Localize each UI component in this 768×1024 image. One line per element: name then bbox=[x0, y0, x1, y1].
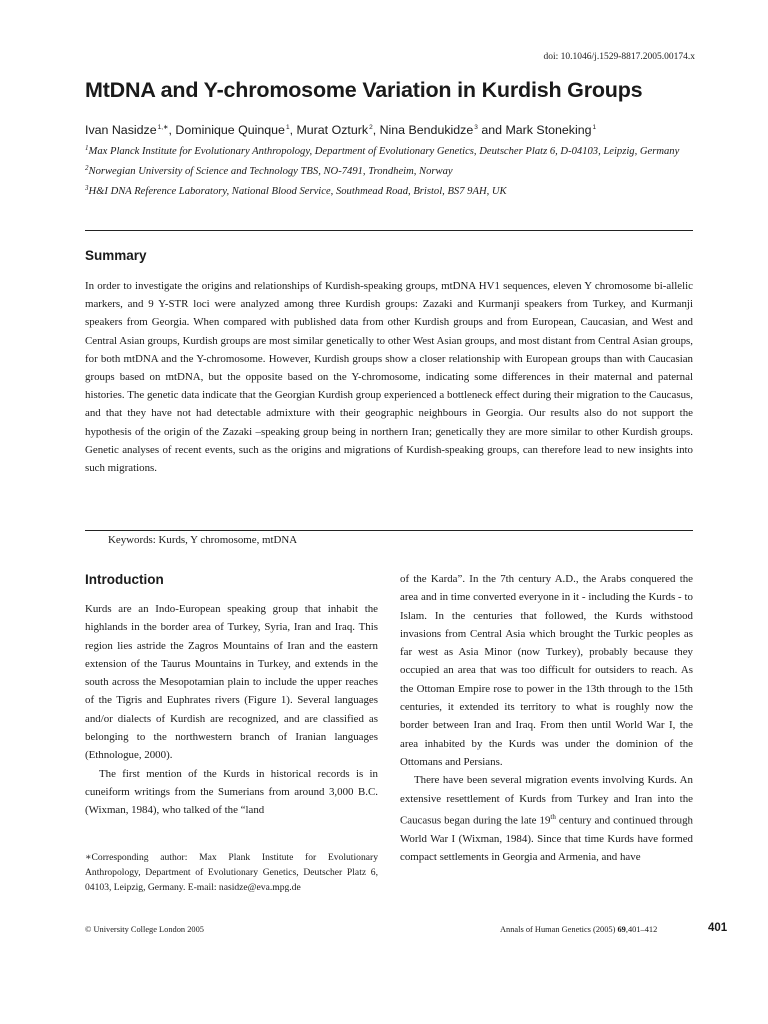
author-name: Nina Bendukidze bbox=[379, 123, 474, 137]
journal-name: Annals of Human Genetics (2005) bbox=[500, 925, 618, 934]
affiliation-item bbox=[85, 180, 693, 200]
affiliation-number: 2 bbox=[85, 164, 89, 172]
author-name: Murat Ozturk bbox=[296, 123, 369, 137]
doi-line: doi: 10.1046/j.1529-8817.2005.00174.x bbox=[543, 52, 695, 62]
body-text-segment: century and continued through World War I (Wixman, 1984). Since that time Kurds have formed compact settlements in Georgia and Armenia, and have bbox=[400, 814, 693, 864]
journal-volume: 69 bbox=[617, 925, 626, 934]
author-separator: , bbox=[168, 123, 176, 137]
summary-bottom-divider bbox=[85, 530, 693, 531]
affiliation-number: 3 bbox=[85, 184, 89, 192]
author-affil-marker: 1 bbox=[285, 124, 290, 131]
summary-paragraph: In order to investigate the origins and relationships of Kurdish-speaking groups, mtDNA HV1 sequences, eleven Y chromosome bi-allelic markers, and 9 Y-STR loci were analyzed among three Kurdish groups: Zazaki and Kurmanji speakers from Turkey, and Kurmanji speakers from Georgia. When compared with published data from other Kurdish groups and from European, Caucasian, and West and Central Asian groups, Kurdish groups are most similar genetically to other West Asian groups, and most distant from Central Asian groups, for both mtDNA and the Y-chromosome. However, Kurdish groups show a closer relationship with European groups than with Caucasian groups based on mtDNA, but the opposite based on the Y-chromosome, indicating some differences in their maternal and paternal histories. The genetic data indicate that the Georgian Kurdish group experienced a bottleneck effect during their migration to the Caucasus, and that they have not had detectable admixture with their geographic neighbours in Georgia. Our results also do not support the hypothesis of the origin of the Zazaki –speaking group being in northern Iran; genetically they are more similar to other Kurdish groups. Genetic analyses of recent events, such as the origins and migrations of Kurdish-speaking groups, can therefore lead to new insights into such migrations. bbox=[85, 280, 693, 475]
author-separator: and bbox=[477, 123, 506, 137]
affiliation-number: 1 bbox=[85, 144, 89, 152]
keywords-line: Keywords: Kurds, Y chromosome, mtDNA bbox=[108, 534, 298, 546]
body-paragraph: The first mention of the Kurds in historical records is in cuneiform writings from the Sumerians from around 3,000 B.C. (Wixman, 1984), who talked of the “land bbox=[85, 767, 378, 817]
author-name: Ivan Nasidze bbox=[85, 123, 157, 137]
affiliation-text: H&I DNA Reference Laboratory, National Blood Service, Southmead Road, Bristol, BS7 9AH, UK bbox=[88, 186, 507, 197]
affiliation-text: Norwegian University of Science and Technology TBS, NO-7491, Trondheim, Norway bbox=[88, 166, 453, 177]
author-affil-marker: 1,∗ bbox=[157, 124, 169, 131]
author-affil-marker: 3 bbox=[474, 124, 478, 131]
body-paragraph bbox=[400, 771, 693, 866]
author-list bbox=[85, 123, 705, 137]
ordinal-suffix: th bbox=[550, 812, 556, 821]
journal-pages: ,401–412 bbox=[625, 925, 658, 934]
author-name: Dominique Quinque bbox=[175, 123, 285, 137]
page-number: 401 bbox=[708, 922, 728, 934]
author-separator: , bbox=[372, 123, 380, 137]
affiliation-item bbox=[85, 140, 693, 160]
affiliation-item bbox=[85, 160, 693, 180]
body-paragraph: of the Karda”. In the 7th century A.D., the Arabs conquered the area and in time converted everyone in it - including the Kurds - to Islam. In the centuries that followed, the Kurds withstood invasions from Central Asia which brought the Turkic peoples as far west as Asia Minor (now Turkey), probably because they occupied an area that was too difficult for outsiders to reach. As the Ottoman Empire rose to power in the 13th through to the 15th centuries, it extended its territory to what is roughly now the border between Iran and Iraq. From then until World War I, the area inhabited by the Kurds was under the dominion of the Ottomans and Persians. bbox=[400, 573, 693, 768]
journal-citation bbox=[500, 925, 657, 934]
introduction-heading: Introduction bbox=[85, 572, 164, 587]
copyright-notice: © University College London 2005 bbox=[85, 925, 204, 934]
author-affil-marker: 1 bbox=[592, 124, 597, 131]
affiliation-text: Max Planck Institute for Evolutionary Anthropology, Department of Evolutionary Genetics, Deutscher Platz 6, D-04103, Leipzig, Germany bbox=[88, 146, 680, 157]
right-column bbox=[400, 570, 693, 866]
author-affil-marker: 2 bbox=[369, 124, 373, 131]
summary-heading: Summary bbox=[85, 248, 147, 263]
left-column bbox=[85, 600, 378, 820]
body-paragraph: Kurds are an Indo-European speaking group that inhabit the highlands in the border area of Turkey, Syria, Iran and Iraq. This region lies astride the Zagros Mountains of Iran and the eastern extension of the Taurus Mountains in Turkey, and extends in the south across the Mesopotamian plain to include the upper reaches of the Tigris and Euphrates rivers (Figure 1). Several languages and/or dialects of Kurdish are recognized, and are classified as belonging to the northwestern branch of Iranian languages (Ethnologue, 2000). bbox=[85, 603, 378, 762]
corresponding-author-footnote: ∗Corresponding author: Max Plank Institute for Evolutionary Anthropology, Department of Evolutionary Genetics, Deutscher Platz 6, 04103, Leipzig, Germany. E-mail: nasidze@eva.mpg.de bbox=[85, 852, 378, 894]
body-text-segment: There have been several migration events involving Kurds. An extensive resettlement of Kurds from Turkey and Iran into the Caucasus began during the late 19 bbox=[400, 774, 693, 827]
author-name: Mark Stoneking bbox=[505, 123, 592, 137]
summary-top-divider bbox=[85, 230, 693, 231]
affiliations bbox=[85, 140, 693, 200]
author-separator: , bbox=[289, 123, 297, 137]
article-title: MtDNA and Y-chromosome Variation in Kurdish Groups bbox=[85, 78, 643, 102]
